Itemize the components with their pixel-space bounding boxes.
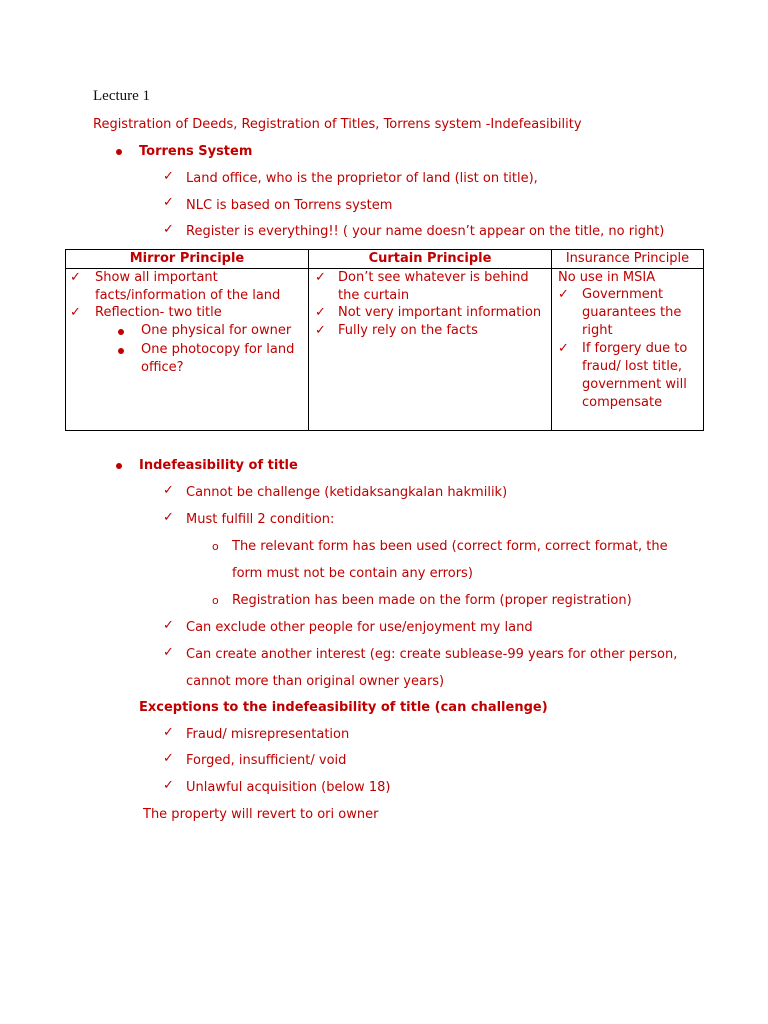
torrens-item: NLC is based on Torrens system bbox=[186, 198, 393, 213]
checkmark-icon: ✓ bbox=[163, 483, 174, 498]
condition-item: The relevant form has been used (correct form, correct format, the bbox=[232, 539, 668, 554]
curtain-item: Not very important information bbox=[338, 305, 542, 320]
curtain-item: Don’t see whatever is behind bbox=[338, 270, 529, 285]
checkmark-icon: ✓ bbox=[163, 195, 174, 210]
checkmark-icon: ✓ bbox=[163, 510, 174, 525]
insurance-principle-cell bbox=[552, 269, 704, 431]
checkmark-icon: ✓ bbox=[70, 305, 81, 320]
checkmark-icon: ✓ bbox=[163, 169, 174, 184]
hollow-circle-icon: o bbox=[212, 594, 219, 607]
insurance-item: compensate bbox=[582, 395, 663, 410]
curtain-item: the curtain bbox=[338, 288, 410, 303]
exception-item: Forged, insufficient/ void bbox=[186, 753, 347, 768]
exception-item: Fraud/ misrepresentation bbox=[186, 727, 350, 742]
mirror-principle-header: Mirror Principle bbox=[66, 250, 309, 269]
checkmark-icon: ✓ bbox=[315, 305, 326, 320]
insurance-item: guarantees the bbox=[582, 305, 682, 320]
checkmark-icon: ✓ bbox=[70, 270, 81, 285]
checkmark-icon: ✓ bbox=[315, 323, 326, 338]
indefeasibility-item: Can exclude other people for use/enjoyment my land bbox=[186, 620, 533, 635]
checkmark-icon: ✓ bbox=[163, 725, 174, 740]
insurance-intro: No use in MSIA bbox=[558, 270, 656, 285]
curtain-principle-cell bbox=[309, 269, 552, 431]
insurance-principle-header: Insurance Principle bbox=[552, 250, 704, 269]
bullet-dot-icon bbox=[116, 149, 122, 155]
insurance-item: government will bbox=[582, 377, 687, 392]
checkmark-icon: ✓ bbox=[558, 287, 569, 302]
insurance-item: right bbox=[582, 323, 613, 338]
curtain-principle-header: Curtain Principle bbox=[309, 250, 552, 269]
checkmark-icon: ✓ bbox=[163, 618, 174, 633]
principles-table bbox=[65, 249, 704, 431]
indefeasibility-item: Cannot be challenge (ketidaksangkalan hakmilik) bbox=[186, 485, 508, 500]
document-heading: Registration of Deeds, Registration of Titles, Torrens system -Indefeasibility bbox=[93, 117, 582, 132]
checkmark-icon: ✓ bbox=[315, 270, 326, 285]
insurance-item: Government bbox=[582, 287, 664, 302]
insurance-item: fraud/ lost title, bbox=[582, 359, 683, 374]
insurance-item: If forgery due to bbox=[582, 341, 688, 356]
footer-note: The property will revert to ori owner bbox=[143, 807, 379, 822]
bullet-dot-icon bbox=[116, 463, 122, 469]
hollow-circle-icon: o bbox=[212, 540, 219, 553]
mirror-item: facts/information of the land bbox=[95, 288, 281, 303]
checkmark-icon: ✓ bbox=[163, 222, 174, 237]
mirror-item: Reflection- two title bbox=[95, 305, 222, 320]
exceptions-title: Exceptions to the indefeasibility of title (can challenge) bbox=[139, 700, 548, 715]
mirror-item: Show all important bbox=[95, 270, 218, 285]
checkmark-icon: ✓ bbox=[163, 778, 174, 793]
lecture-label: Lecture 1 bbox=[93, 88, 151, 104]
indefeasibility-title: Indefeasibility of title bbox=[139, 458, 298, 473]
mirror-subitem: One physical for owner bbox=[141, 323, 292, 338]
condition-item: Registration has been made on the form (proper registration) bbox=[232, 593, 632, 608]
torrens-item: Land office, who is the proprietor of land (list on title), bbox=[186, 171, 538, 186]
mirror-principle-cell bbox=[66, 269, 309, 431]
bullet-dot-icon bbox=[118, 329, 124, 335]
mirror-subitem: office? bbox=[141, 360, 184, 375]
indefeasibility-item: Can create another interest (eg: create sublease-99 years for other person, bbox=[186, 647, 678, 662]
checkmark-icon: ✓ bbox=[163, 751, 174, 766]
indefeasibility-item: cannot more than original owner years) bbox=[186, 674, 445, 689]
checkmark-icon: ✓ bbox=[558, 341, 569, 356]
condition-item: form must not be contain any errors) bbox=[232, 566, 473, 581]
torrens-title: Torrens System bbox=[139, 144, 253, 159]
torrens-item: Register is everything!! ( your name doesn’t appear on the title, no right) bbox=[186, 224, 665, 239]
mirror-subitem: One photocopy for land bbox=[141, 342, 295, 357]
curtain-item: Fully rely on the facts bbox=[338, 323, 478, 338]
checkmark-icon: ✓ bbox=[163, 645, 174, 660]
exception-item: Unlawful acquisition (below 18) bbox=[186, 780, 391, 795]
bullet-dot-icon bbox=[118, 348, 124, 354]
indefeasibility-item: Must fulfill 2 condition: bbox=[186, 512, 335, 527]
